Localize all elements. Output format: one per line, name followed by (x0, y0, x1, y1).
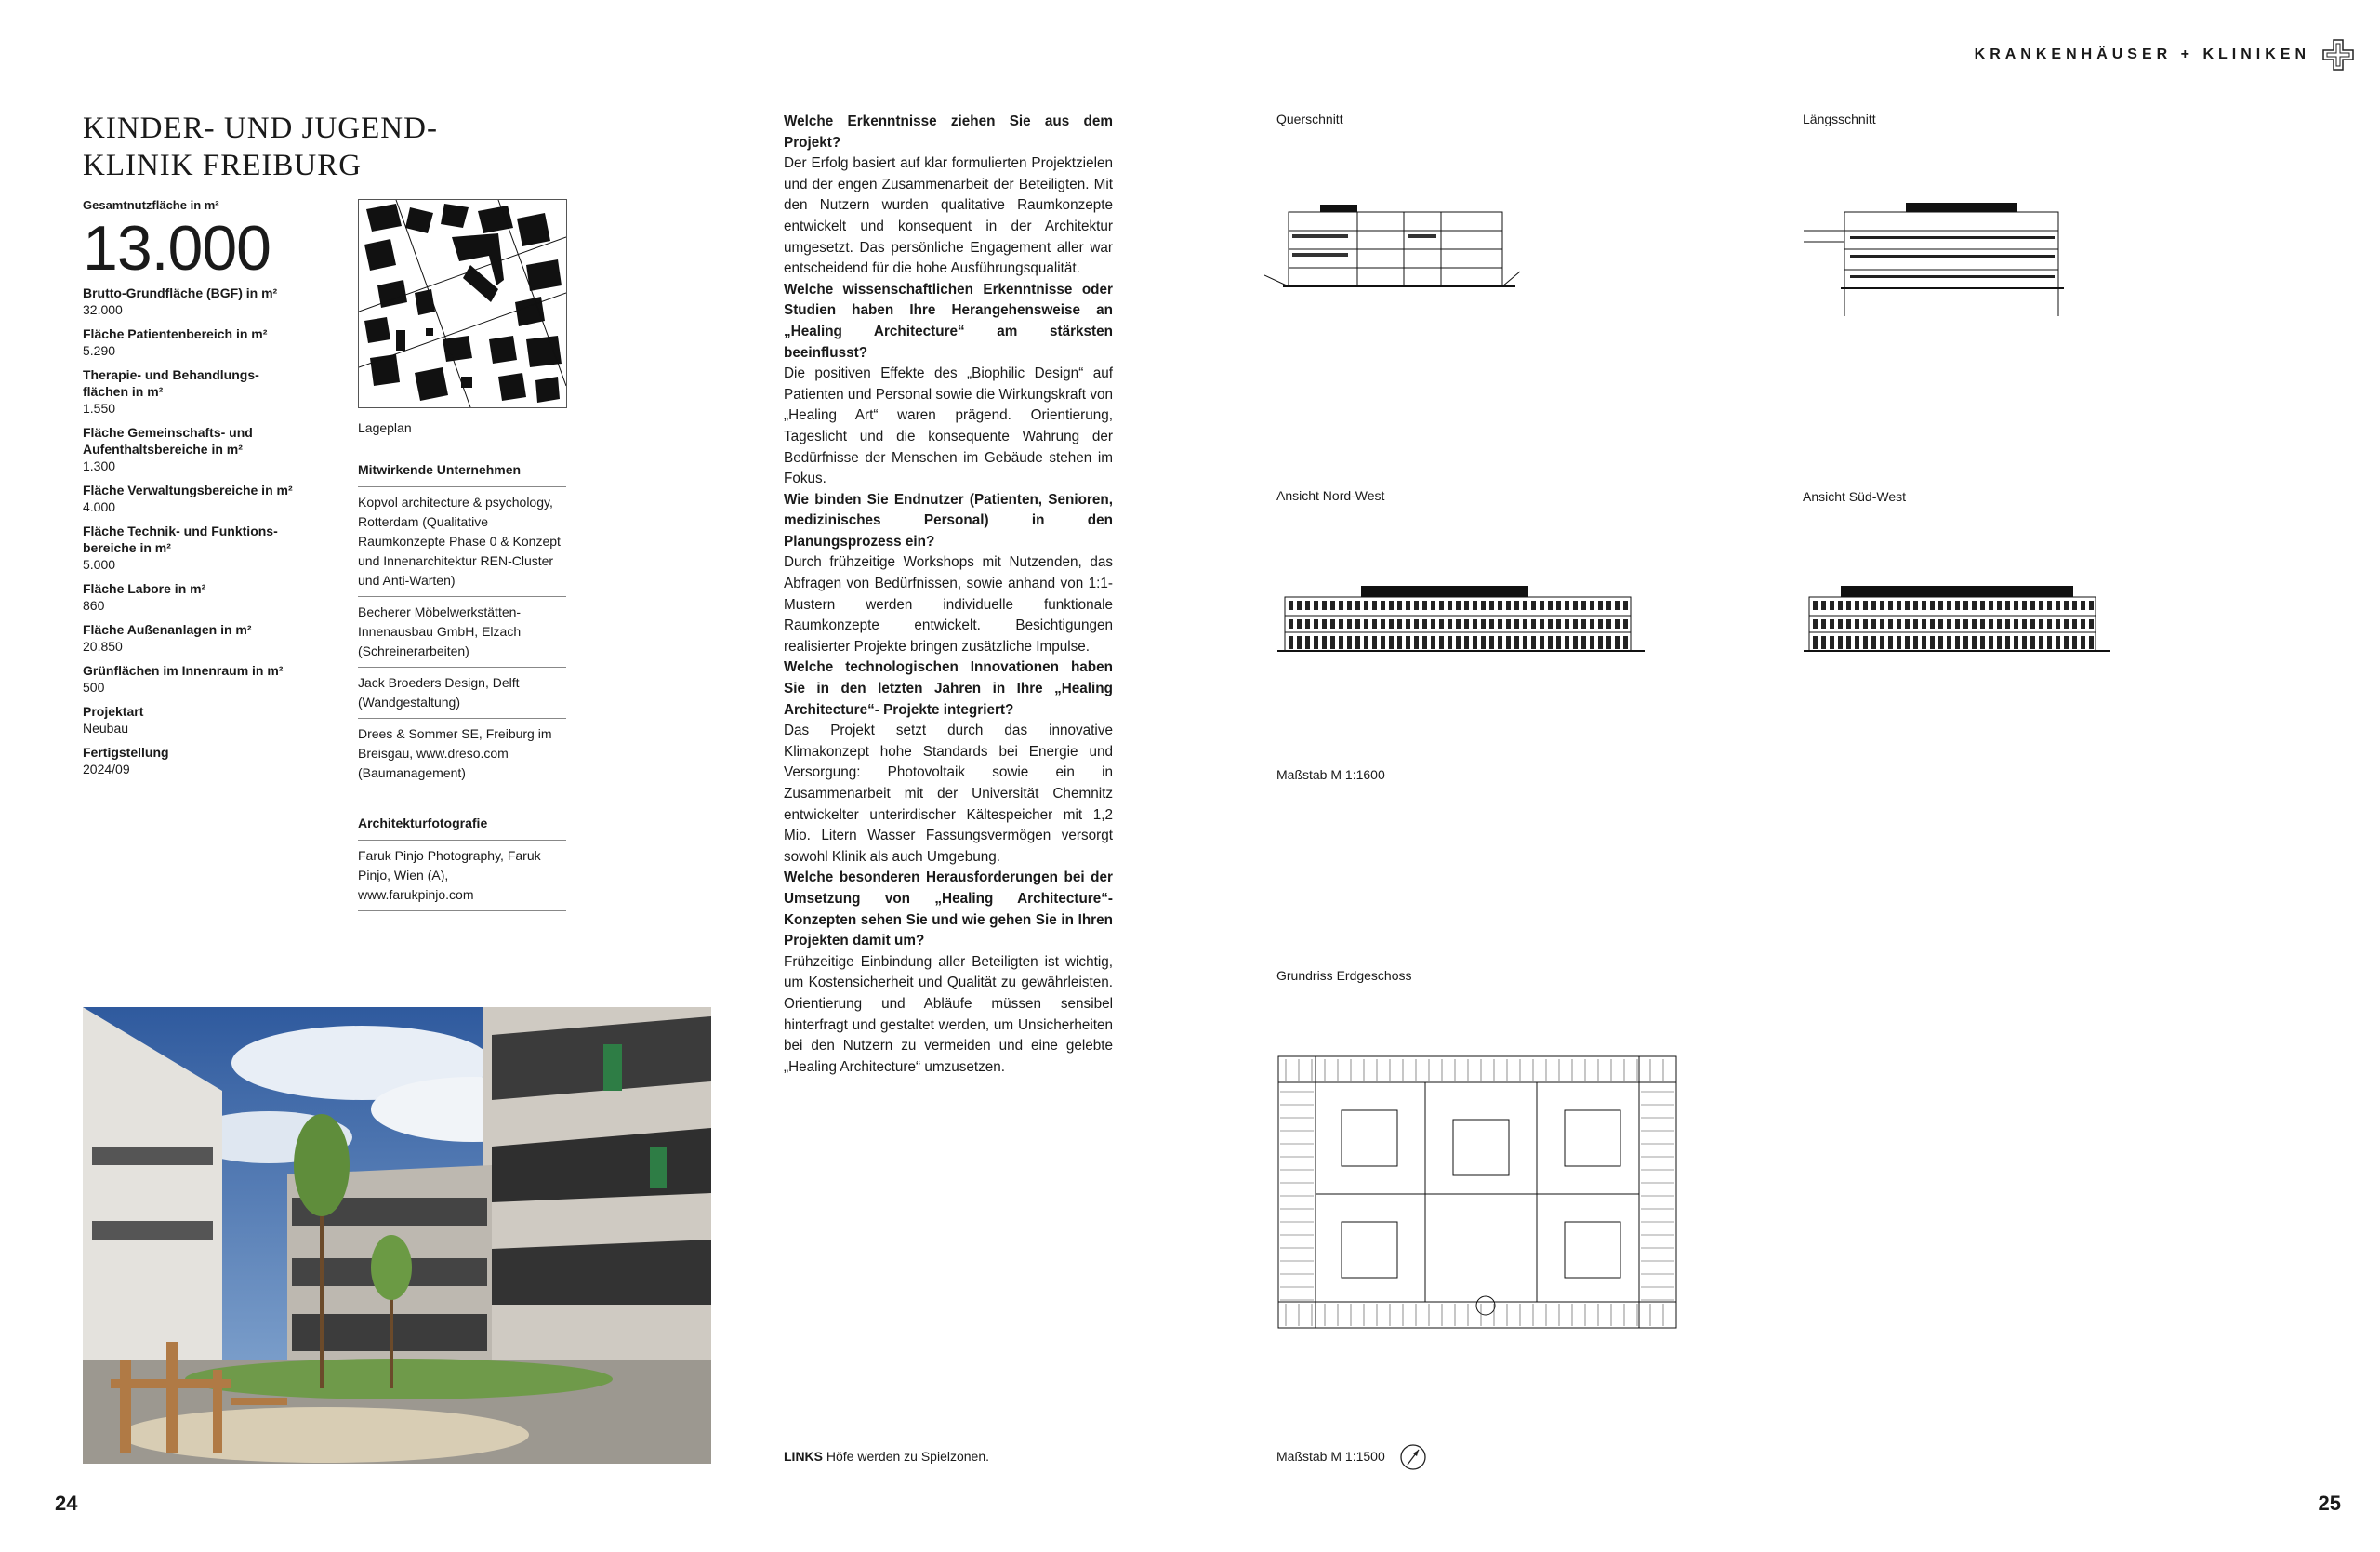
interview-answer: Der Erfolg basiert auf klar formulierten Projektzielen und der engen Zusammenarbeit der Beteiligten. Mit den Nutzern wurden qualitative Raumkonzepte entwickelt und konsequent in der Architektur umgesetzt. Das persönliche Engagement aller war entscheidend für die hohe Ausführungsqualität. (784, 155, 1113, 277)
cross-logo-icon (2322, 39, 2354, 71)
page-title (83, 110, 510, 184)
stat-label: Brutto-Grundfläche (BGF) in m² (83, 285, 278, 300)
photo-caption (784, 1449, 989, 1464)
querschnitt-drawing (1264, 195, 1525, 302)
suedwest-elevation-drawing (1804, 586, 2110, 662)
nordwest-elevation-drawing (1277, 586, 1645, 662)
interview-question: Wie binden Sie Endnutzer (Patienten, Senioren, medizinisches Personal) in den Planungsprozess ein? (784, 491, 1113, 550)
laengsschnitt-drawing (1804, 195, 2073, 321)
interview-question: Welche wissenschaftlichen Erkenntnisse oder Studien haben Ihre Herangehensweise an „Healing Architecture“ am stärksten beeinflusst? (784, 281, 1113, 361)
scale-label-1: Maßstab M 1:1600 (1276, 767, 1385, 782)
floor-plan-drawing (1276, 1055, 1678, 1330)
stats-list (83, 285, 315, 777)
stat-label: Fläche Außenanlagen in m² (83, 622, 252, 637)
stat-label: Projektart (83, 704, 144, 719)
stat-value: 5.000 (83, 557, 116, 572)
interview-answer: Die positiven Effekte des „Biophilic Design“ auf Patienten und Personal sowie die Wirkungskraft von „Healing Art“ waren prägend. Orientierung, Tageslicht und die konsequente Wahrung der Bedürfnisse der Menschen im Gebäude stehen im Fokus. (784, 365, 1113, 487)
stat-value: 5.290 (83, 343, 116, 358)
partners-heading: Mitwirkende Unternehmen (358, 460, 566, 487)
photo-caption-bold: LINKS (784, 1449, 823, 1464)
photo-caption-text: Höfe werden zu Spielzonen. (823, 1449, 989, 1464)
stat-value: Neubau (83, 721, 129, 736)
stat-value: 2024/09 (83, 762, 130, 776)
stat-value: 1.300 (83, 458, 116, 473)
grundriss-label: Grundriss Erdgeschoss (1276, 968, 1412, 983)
stat-value: 20.850 (83, 639, 123, 654)
site-plan-image (358, 199, 567, 408)
stat-label: Fläche Patientenbereich in m² (83, 326, 268, 341)
interview-text (784, 112, 1113, 1078)
stat-value: 1.550 (83, 401, 116, 416)
stat-label: Fläche Verwaltungsbereiche in m² (83, 483, 293, 497)
partner-item: Becherer Möbelwerkstätten-Innenausbau GmbH, Elzach (Schreinerarbeiten) (358, 597, 566, 668)
stat-label: Therapie- und Behandlungs- flächen in m² (83, 367, 259, 399)
title-line-1: KINDER- UND JUGEND- (83, 112, 438, 145)
partners-list (358, 487, 566, 789)
stat-value: 32.000 (83, 302, 123, 317)
courtyard-photo (83, 1007, 711, 1464)
interview-answer: Das Projekt setzt durch das innovative Klimakonzept hohe Standards bei Energie und Versorgung: Photovoltaik sowie ein in Zusammenarbeit mit der Universität Chemnitz entwickelter unterirdischer Kältespeicher mit 1,2 Mio. Litern Wasser Fassungsvermögen versorgt sowohl Klinik als auch Umgebung. (784, 723, 1113, 865)
stat-value: 860 (83, 598, 105, 613)
partner-item: Kopvol architecture & psychology, Rotterdam (Qualitative Raumkonzepte Phase 0 & Konzept und Innenarchitektur REN-Cluster und Anti-Warten) (358, 487, 566, 597)
photography-credit: Faruk Pinjo Photography, Faruk Pinjo, Wien (A), www.farukpinjo.com (358, 841, 566, 911)
stat-label: Grünflächen im Innenraum in m² (83, 663, 284, 678)
laengsschnitt-label: Längsschnitt (1803, 112, 1876, 126)
stat-label: Fertigstellung (83, 745, 169, 760)
partner-item: Drees & Sommer SE, Freiburg im Breisgau, www.dreso.com (Baumanagement) (358, 719, 566, 789)
page-number-left: 24 (55, 1492, 78, 1515)
interview-question: Welche Erkenntnisse ziehen Sie aus dem Projekt? (784, 113, 1113, 151)
main-stat-label: Gesamtnutzfläche in m² (83, 198, 219, 212)
title-line-2: KLINIK FREIBURG (83, 149, 363, 182)
scale-label-2: Maßstab M 1:1500 (1276, 1449, 1385, 1464)
main-stat-value: 13.000 (83, 213, 271, 284)
photography-heading: Architekturfotografie (358, 814, 566, 841)
partner-item: Jack Broeders Design, Delft (Wandgestaltung) (358, 668, 566, 719)
stat-label: Fläche Technik- und Funktions- bereiche in m² (83, 524, 278, 555)
page-number-right: 25 (2318, 1492, 2341, 1515)
interview-question: Welche besonderen Herausforderungen bei der Umsetzung von „Healing Architecture“-Konzepten sehen Sie und wie gehen Sie in Ihren Projekten damit um? (784, 869, 1113, 949)
stats-panel (83, 197, 315, 785)
querschnitt-label: Querschnitt (1276, 112, 1343, 126)
partners-section (358, 460, 566, 911)
suedwest-label: Ansicht Süd-West (1803, 489, 1907, 504)
stat-value: 500 (83, 680, 105, 695)
interview-answer: Durch frühzeitige Workshops mit Nutzenden, das Abfragen von Bedürfnissen, sowie anhand von 1:1-Mustern werden individuelle funktionale Raumkonzepte entwickelt. Besichtigungen realisierter Projekte bringen zusätzliche Impulse. (784, 554, 1113, 655)
stat-value: 4.000 (83, 499, 116, 514)
interview-question: Welche technologischen Innovationen haben Sie in den letzten Jahren in Ihre „Healing Architecture“- Projekte integriert? (784, 659, 1113, 718)
interview-answer: Frühzeitige Einbindung aller Beteiligten ist wichtig, um Kostensicherheit und Qualität zu gewährleisten. Orientierung und Abläufe müssen sensibel hinterfragt und gestaltet werden, um Unsicherheiten bei den Nutzern zu vermeiden und eine gelebte „Healing Architecture“ umzusetzen. (784, 953, 1113, 1075)
section-header: KRANKENHÄUSER + KLINIKEN (1974, 46, 2310, 62)
stat-label: Fläche Labore in m² (83, 581, 206, 596)
stat-label: Fläche Gemeinschafts- und Aufenthaltsbereiche in m² (83, 425, 253, 457)
site-plan-caption: Lageplan (358, 420, 412, 435)
nordwest-label: Ansicht Nord-West (1276, 488, 1385, 503)
north-arrow-icon (1399, 1443, 1427, 1471)
